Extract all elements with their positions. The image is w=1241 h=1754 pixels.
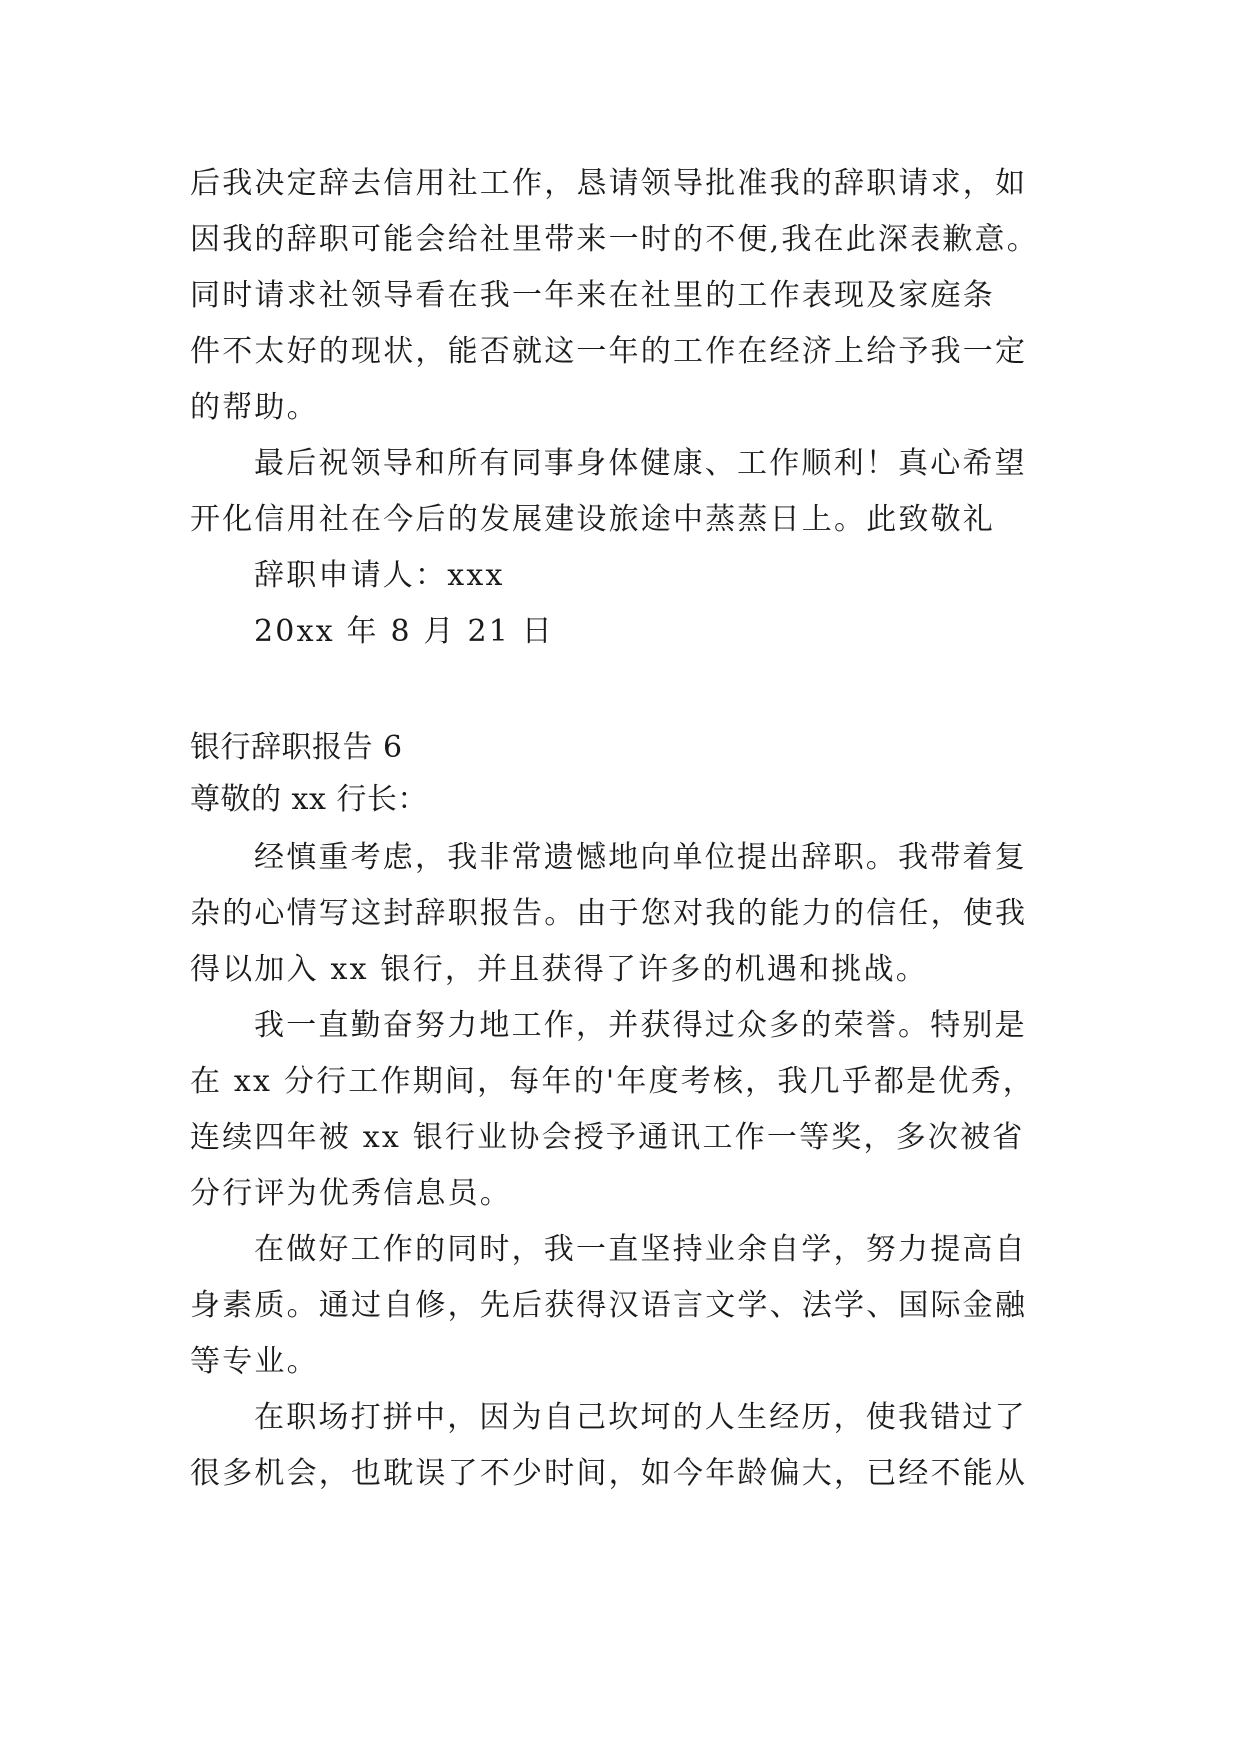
signature-line: 辞职申请人：xxx xyxy=(254,558,505,593)
salutation: 尊敬的 xx 行长： xyxy=(190,782,428,817)
body-text-line: 在 xx 分行工作期间，每年的'年度考核，我几乎都是优秀， xyxy=(190,1064,1035,1099)
body-text-line: 杂的心情写这封辞职报告。由于您对我的能力的信任，使我 xyxy=(190,896,1028,931)
body-text-line: 连续四年被 xx 银行业协会授予通讯工作一等奖，多次被省 xyxy=(190,1120,1025,1155)
body-text-line: 得以加入 xx 银行，并且获得了许多的机遇和挑战。 xyxy=(190,952,928,987)
body-text-line: 件不太好的现状，能否就这一年的工作在经济上给予我一定 xyxy=(190,334,1028,369)
body-text-line: 等专业。 xyxy=(190,1344,319,1379)
body-text-line: 同时请求社领导看在我一年来在社里的工作表现及家庭条 xyxy=(190,278,995,313)
paragraph-first-line: 我一直勤奋努力地工作，并获得过众多的荣誉。特别是 xyxy=(254,1008,1027,1043)
paragraph-first-line: 在做好工作的同时，我一直坚持业余自学，努力提高自 xyxy=(254,1232,1027,1267)
body-text-line: 身素质。通过自修，先后获得汉语言文学、法学、国际金融 xyxy=(190,1288,1028,1323)
body-text-line: 的帮助。 xyxy=(190,390,319,425)
paragraph-first-line: 在职场打拼中，因为自己坎坷的人生经历，使我错过了 xyxy=(254,1400,1027,1435)
paragraph-first-line: 经慎重考虑，我非常遗憾地向单位提出辞职。我带着复 xyxy=(254,840,1027,875)
body-text-line: 分行评为优秀信息员。 xyxy=(190,1176,512,1211)
date-line: 20xx 年 8 月 21 日 xyxy=(254,614,554,649)
body-text-line: 因我的辞职可能会给社里带来一时的不便,我在此深表歉意。 xyxy=(190,222,1039,257)
paragraph-first-line: 最后祝领导和所有同事身体健康、工作顺利！真心希望 xyxy=(254,446,1027,481)
body-text-line: 很多机会，也耽误了不少时间，如今年龄偏大，已经不能从 xyxy=(190,1456,1028,1491)
body-text-line: 后我决定辞去信用社工作，恳请领导批准我的辞职请求，如 xyxy=(190,166,1028,201)
section-title: 银行辞职报告 6 xyxy=(190,730,403,765)
body-text-line: 开化信用社在今后的发展建设旅途中蒸蒸日上。此致敬礼 xyxy=(190,502,995,537)
